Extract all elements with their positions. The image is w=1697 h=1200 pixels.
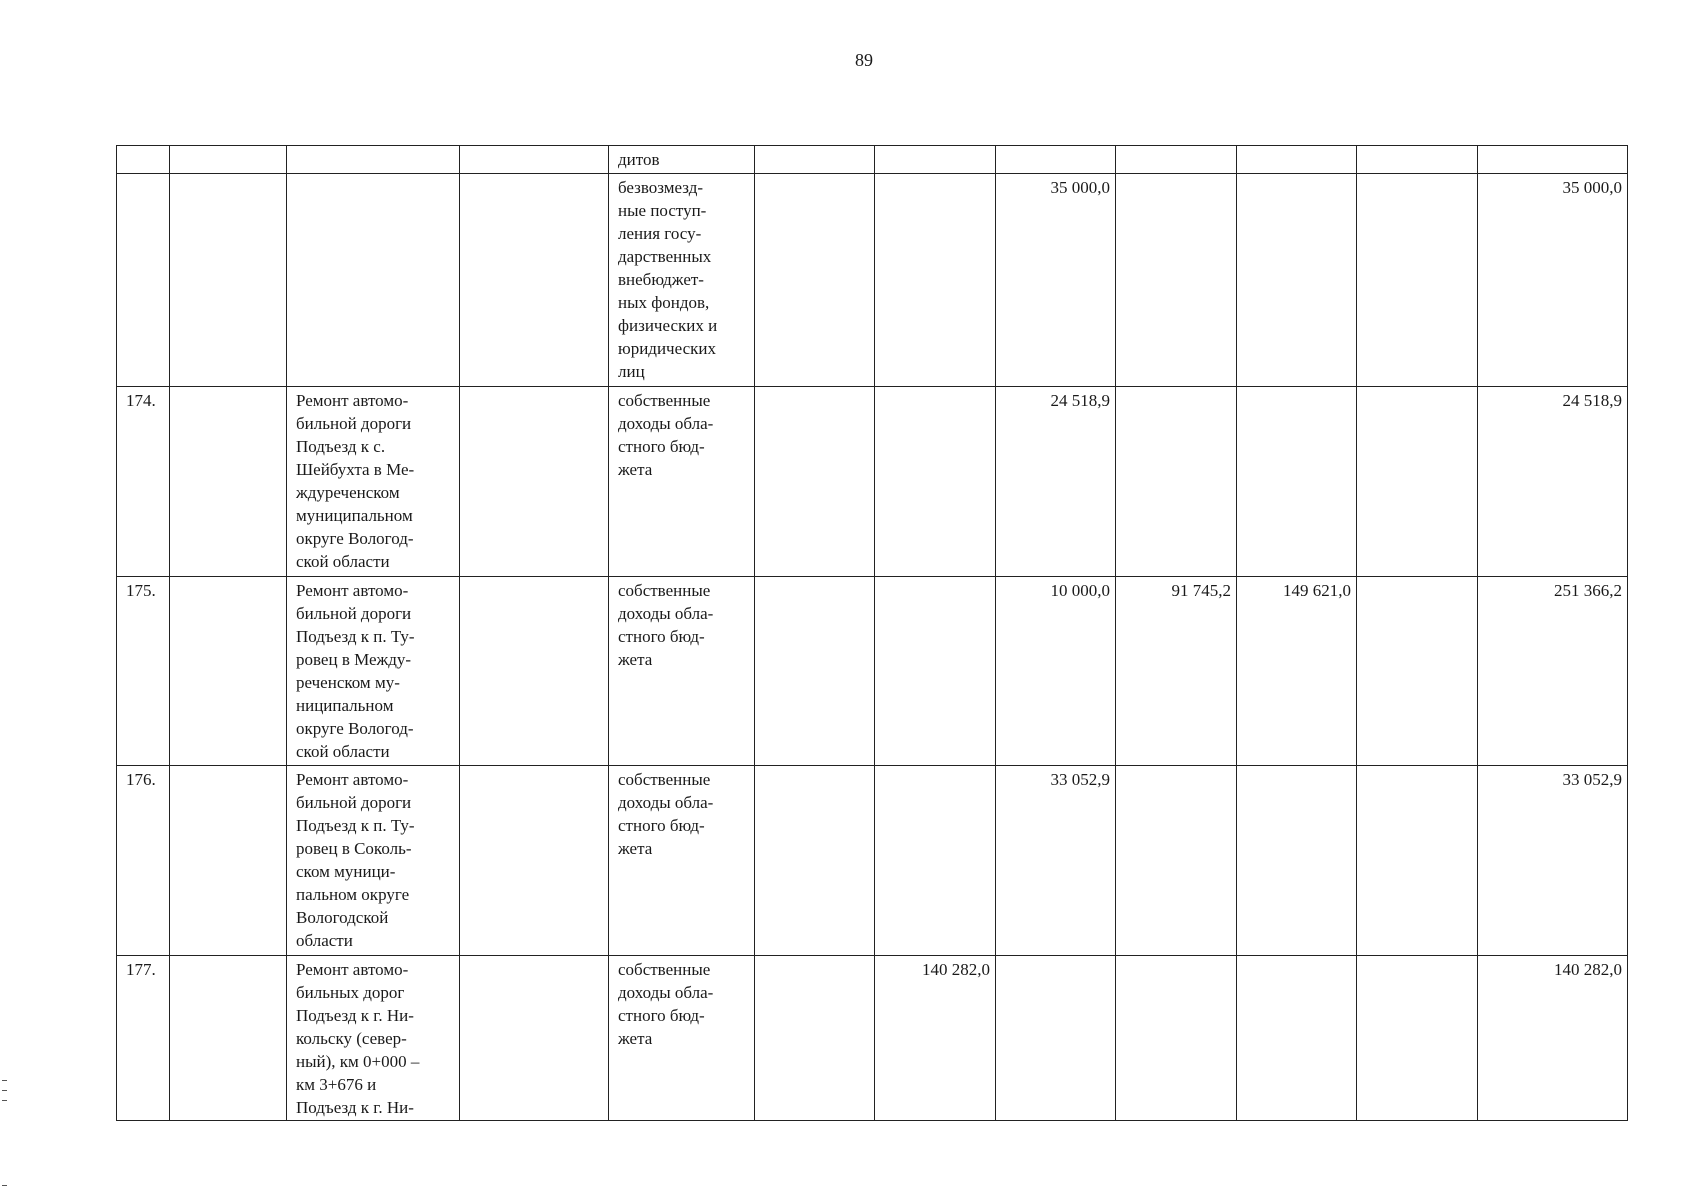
row-number-cell [117,174,170,387]
column-4-cell [460,146,609,174]
cell-text-line: жета [618,650,653,669]
code-cell [170,766,287,956]
amount-cell-c11 [1357,766,1478,956]
cell-text-line: ления госу- [618,224,702,243]
cell-text-line: ные поступ- [618,201,707,220]
funding-source-cell [609,766,755,956]
amount-cell-c7 [875,387,996,577]
cell-text-line: бильных дорог [296,983,405,1002]
cell-text-line: бильной дороги [296,414,412,433]
amount-cell-c6 [755,387,875,577]
code-cell [170,387,287,577]
column-4-cell [460,387,609,577]
cell-text-line: пальном округе [296,885,410,904]
cell-text-line: бильной дороги [296,793,412,812]
amount-cell-c10 [1237,174,1357,387]
amount-cell-c8: 24 518,9 [996,387,1116,577]
cell-text-line: Подъезд к п. Ту- [296,816,415,835]
amount-cell-c11 [1357,174,1478,387]
total-cell [1478,146,1628,174]
funding-source-cell [609,577,755,766]
column-4-cell [460,174,609,387]
cell-text-line: ровец в Соколь- [296,839,412,858]
amount-cell-c11 [1357,146,1478,174]
cell-text-line: стного бюд- [618,437,705,456]
cell-text-line: муниципальном [296,506,413,525]
amount-cell-c11 [1357,577,1478,766]
cell-text-line: округе Вологод- [296,529,414,548]
scan-mark [2,1100,7,1101]
amount-cell-c8 [996,956,1116,1121]
object-name-cell [287,956,460,1121]
scan-mark [2,1185,7,1186]
cell-text-line: Ремонт автомо- [296,770,409,789]
column-4-cell [460,956,609,1121]
cell-text-line: физических и [618,316,718,335]
amount-cell-c9 [1116,174,1237,387]
amount-cell-c7 [875,174,996,387]
row-number-cell: 174. [117,387,170,577]
funding-source-cell [609,956,755,1121]
code-cell [170,956,287,1121]
table-row [117,174,1628,387]
table-body [117,146,1628,1121]
cell-text-line: ском муници- [296,862,396,881]
funding-source-cell [609,387,755,577]
cell-text-line: жета [618,1029,653,1048]
cell-text-line: Ремонт автомо- [296,391,409,410]
cell-text-line: ской области [296,552,390,571]
object-name-cell [287,146,460,174]
amount-cell-c6 [755,146,875,174]
cell-text-line: ный), км 0+000 – [296,1052,420,1071]
code-cell [170,146,287,174]
cell-text-line: Вологодской [296,908,389,927]
cell-text-line: доходы обла- [618,604,714,623]
amount-cell-c8: 33 052,9 [996,766,1116,956]
amount-cell-c7: 140 282,0 [875,956,996,1121]
amount-cell-c9: 91 745,2 [1116,577,1237,766]
cell-text-line: внебюджет- [618,270,704,289]
cell-text-line: бильной дороги [296,604,412,623]
amount-cell-c7 [875,766,996,956]
cell-text-line: кольску (север- [296,1029,407,1048]
amount-cell-c9 [1116,387,1237,577]
cell-text-line: юридических [618,339,716,358]
cell-text-line: Шейбухта в Ме- [296,460,415,479]
amount-cell-c6 [755,956,875,1121]
cell-text-line: собственные [618,581,711,600]
amount-cell-c9 [1116,956,1237,1121]
cell-text-line: Подъезд к г. Ни- [296,1006,414,1025]
amount-cell-c6 [755,577,875,766]
cell-text-line: км 3+676 и [296,1075,377,1094]
amount-cell-c7 [875,146,996,174]
cell-text-line: Ремонт автомо- [296,581,409,600]
table-row [117,956,1628,1121]
amount-cell-c10 [1237,387,1357,577]
row-number-cell: 176. [117,766,170,956]
amount-cell-c11 [1357,387,1478,577]
cell-text-line: округе Вологод- [296,719,414,738]
cell-text-line: стного бюд- [618,627,705,646]
amount-cell-c8: 10 000,0 [996,577,1116,766]
funding-source-cell [609,146,755,174]
cell-text-line: ской области [296,742,390,761]
funding-source-cell [609,174,755,387]
amount-cell-c10 [1237,146,1357,174]
cell-text-line: жета [618,460,653,479]
table-row [117,146,1628,174]
table-row [117,387,1628,577]
cell-text-line: дитов [618,150,660,169]
budget-table [116,145,1628,1121]
column-4-cell [460,766,609,956]
page-number: 89 [855,50,873,70]
total-cell: 251 366,2 [1478,577,1628,766]
row-number-cell: 175. [117,577,170,766]
amount-cell-c11 [1357,956,1478,1121]
table-row [117,766,1628,956]
amount-cell-c8 [996,146,1116,174]
total-cell: 24 518,9 [1478,387,1628,577]
code-cell [170,577,287,766]
total-cell: 140 282,0 [1478,956,1628,1121]
object-name-cell [287,174,460,387]
cell-text-line: безвозмезд- [618,178,704,197]
code-cell [170,174,287,387]
amount-cell-c7 [875,577,996,766]
cell-text-line: Подъезд к с. [296,437,386,456]
column-4-cell [460,577,609,766]
cell-text-line: доходы обла- [618,983,714,1002]
cell-text-line: стного бюд- [618,1006,705,1025]
cell-text-line: собственные [618,391,711,410]
cell-text-line: ных фондов, [618,293,710,312]
cell-text-line: дарственных [618,247,712,266]
cell-text-line: жета [618,839,653,858]
cell-text-line: ниципальном [296,696,394,715]
amount-cell-c9 [1116,146,1237,174]
cell-text-line: Подъезд к г. Ни- [296,1098,414,1117]
object-name-cell [287,577,460,766]
row-number-cell: 177. [117,956,170,1121]
cell-text-line: реченском му- [296,673,400,692]
object-name-cell [287,766,460,956]
cell-text-line: Ремонт автомо- [296,960,409,979]
cell-text-line: области [296,931,353,950]
cell-text-line: ждуреченском [296,483,400,502]
cell-text-line: доходы обла- [618,414,714,433]
cell-text-line: собственные [618,960,711,979]
amount-cell-c9 [1116,766,1237,956]
cell-text-line: Подъезд к п. Ту- [296,627,415,646]
object-name-cell [287,387,460,577]
total-cell: 35 000,0 [1478,174,1628,387]
cell-text-line: стного бюд- [618,816,705,835]
amount-cell-c6 [755,174,875,387]
amount-cell-c6 [755,766,875,956]
table-row [117,577,1628,766]
amount-cell-c10 [1237,956,1357,1121]
amount-cell-c10 [1237,766,1357,956]
cell-text-line: лиц [618,362,645,381]
cell-text-line: доходы обла- [618,793,714,812]
scan-mark [2,1080,7,1081]
amount-cell-c8: 35 000,0 [996,174,1116,387]
total-cell: 33 052,9 [1478,766,1628,956]
row-number-cell [117,146,170,174]
cell-text-line: ровец в Между- [296,650,412,669]
amount-cell-c10: 149 621,0 [1237,577,1357,766]
scan-mark [2,1090,7,1091]
cell-text-line: собственные [618,770,711,789]
